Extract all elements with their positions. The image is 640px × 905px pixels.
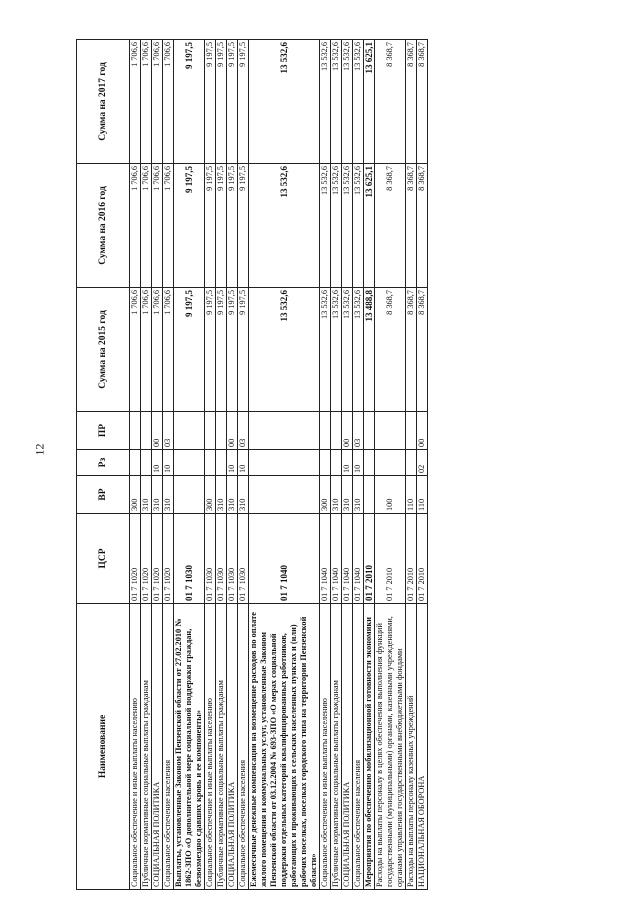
row-sum-2017: 9 197,5 bbox=[205, 40, 216, 164]
row-vr bbox=[174, 476, 205, 514]
row-sum-2016: 13 532,6 bbox=[320, 164, 331, 288]
row-sum-2017: 1 706,6 bbox=[163, 40, 174, 164]
row-rz bbox=[130, 450, 141, 476]
table-body bbox=[130, 40, 428, 890]
row-csr: 01 7 2010 bbox=[375, 514, 406, 604]
row-vr: 110 bbox=[406, 476, 417, 514]
row-csr: 01 7 1030 bbox=[174, 514, 205, 604]
row-vr: 300 bbox=[205, 476, 216, 514]
row-csr: 01 7 1020 bbox=[130, 514, 141, 604]
row-sum-2015: 13 532,6 bbox=[353, 288, 364, 412]
row-vr: 310 bbox=[342, 476, 353, 514]
row-vr: 310 bbox=[152, 476, 163, 514]
table-row bbox=[331, 40, 342, 890]
row-vr bbox=[364, 476, 375, 514]
row-csr: 01 7 1030 bbox=[238, 514, 249, 604]
row-pr: 03 bbox=[163, 412, 174, 450]
row-sum-2017: 9 197,5 bbox=[227, 40, 238, 164]
row-vr: 310 bbox=[141, 476, 152, 514]
row-csr: 01 7 1020 bbox=[141, 514, 152, 604]
row-rz: 10 bbox=[163, 450, 174, 476]
row-sum-2015: 8 368,7 bbox=[375, 288, 406, 412]
row-sum-2016: 13 532,6 bbox=[342, 164, 353, 288]
row-sum-2017: 9 197,5 bbox=[216, 40, 227, 164]
row-name: Выплаты, установленные Законом Пензенской области от 27.02.2010 № 1862-ЗПО «О дополнительной мере социальной поддержки граждан, безвозмездно сдавших кровь и ее компоненты» bbox=[174, 604, 205, 890]
row-vr: 310 bbox=[331, 476, 342, 514]
row-sum-2016: 1 706,6 bbox=[130, 164, 141, 288]
row-rz: 10 bbox=[342, 450, 353, 476]
row-rz bbox=[406, 450, 417, 476]
page-number: 12 bbox=[32, 443, 47, 456]
row-sum-2015: 9 197,5 bbox=[205, 288, 216, 412]
row-pr bbox=[141, 412, 152, 450]
row-sum-2016: 13 532,6 bbox=[331, 164, 342, 288]
row-name: НАЦИОНАЛЬНАЯ ОБОРОНА bbox=[417, 604, 428, 890]
table-row bbox=[174, 40, 205, 890]
col-header-csr: ЦСР bbox=[77, 514, 130, 604]
row-sum-2017: 8 368,7 bbox=[406, 40, 417, 164]
row-name: Социальное обеспечение и иные выплаты населению bbox=[130, 604, 141, 890]
row-sum-2017: 8 368,7 bbox=[375, 40, 406, 164]
row-sum-2017: 1 706,6 bbox=[152, 40, 163, 164]
table-row bbox=[320, 40, 331, 890]
row-sum-2015: 8 368,7 bbox=[417, 288, 428, 412]
table-row bbox=[130, 40, 141, 890]
col-header-pr: ПР bbox=[77, 412, 130, 450]
row-sum-2017: 13 625,1 bbox=[364, 40, 375, 164]
row-name: Социальное обеспечение населения bbox=[163, 604, 174, 890]
table-row bbox=[417, 40, 428, 890]
row-name: Расходы на выплаты персоналу казенных учреждений bbox=[406, 604, 417, 890]
row-sum-2017: 9 197,5 bbox=[174, 40, 205, 164]
row-rz: 10 bbox=[152, 450, 163, 476]
row-vr: 310 bbox=[227, 476, 238, 514]
row-sum-2017: 1 706,6 bbox=[141, 40, 152, 164]
table-row bbox=[205, 40, 216, 890]
row-pr bbox=[249, 412, 320, 450]
row-sum-2016: 9 197,5 bbox=[227, 164, 238, 288]
row-pr: 00 bbox=[227, 412, 238, 450]
row-sum-2015: 1 706,6 bbox=[163, 288, 174, 412]
col-header-vr: ВР bbox=[77, 476, 130, 514]
row-csr: 01 7 1040 bbox=[342, 514, 353, 604]
row-csr: 01 7 2010 bbox=[417, 514, 428, 604]
col-header-2016: Сумма на 2016 год bbox=[77, 164, 130, 288]
row-name: Публичные нормативные социальные выплаты гражданам bbox=[141, 604, 152, 890]
table-row bbox=[238, 40, 249, 890]
row-pr: 03 bbox=[353, 412, 364, 450]
row-pr bbox=[130, 412, 141, 450]
row-name: Социальное обеспечение населения bbox=[238, 604, 249, 890]
row-rz bbox=[320, 450, 331, 476]
row-sum-2017: 13 532,6 bbox=[249, 40, 320, 164]
row-sum-2016: 9 197,5 bbox=[238, 164, 249, 288]
row-name: Социальное обеспечение и иные выплаты населению bbox=[205, 604, 216, 890]
row-sum-2015: 9 197,5 bbox=[227, 288, 238, 412]
table-row bbox=[375, 40, 406, 890]
row-rz bbox=[141, 450, 152, 476]
row-sum-2017: 1 706,6 bbox=[130, 40, 141, 164]
row-csr: 01 7 1040 bbox=[249, 514, 320, 604]
row-csr: 01 7 1030 bbox=[227, 514, 238, 604]
row-sum-2015: 13 532,6 bbox=[342, 288, 353, 412]
col-header-2017: Сумма на 2017 год bbox=[77, 40, 130, 164]
row-sum-2016: 1 706,6 bbox=[141, 164, 152, 288]
row-name: Расходы на выплаты персоналу в целях обеспечения выполнения функций государственными (муниципальными) органами, казенными учреждениями, органами управления государственными внебюджетными фондами bbox=[375, 604, 406, 890]
table-row bbox=[152, 40, 163, 890]
row-rz bbox=[205, 450, 216, 476]
row-sum-2016: 9 197,5 bbox=[216, 164, 227, 288]
row-pr bbox=[375, 412, 406, 450]
row-vr: 310 bbox=[353, 476, 364, 514]
row-rz: 10 bbox=[227, 450, 238, 476]
table-row bbox=[342, 40, 353, 890]
row-vr: 310 bbox=[216, 476, 227, 514]
table-row bbox=[216, 40, 227, 890]
row-pr: 00 bbox=[152, 412, 163, 450]
row-pr bbox=[216, 412, 227, 450]
row-sum-2015: 1 706,6 bbox=[130, 288, 141, 412]
table-row bbox=[364, 40, 375, 890]
row-name: Публичные нормативные социальные выплаты гражданам bbox=[331, 604, 342, 890]
row-sum-2015: 13 488,8 bbox=[364, 288, 375, 412]
table-row bbox=[141, 40, 152, 890]
row-name: СОЦИАЛЬНАЯ ПОЛИТИКА bbox=[342, 604, 353, 890]
row-name: Мероприятия по обеспечению мобилизационной готовности экономики bbox=[364, 604, 375, 890]
row-pr: 00 bbox=[342, 412, 353, 450]
row-sum-2015: 1 706,6 bbox=[141, 288, 152, 412]
row-sum-2017: 13 532,6 bbox=[320, 40, 331, 164]
row-rz bbox=[216, 450, 227, 476]
table-header-row bbox=[77, 40, 130, 890]
table-row bbox=[406, 40, 417, 890]
row-vr: 300 bbox=[320, 476, 331, 514]
row-rz bbox=[364, 450, 375, 476]
row-name: Публичные нормативные социальные выплаты гражданам bbox=[216, 604, 227, 890]
row-csr: 01 7 2010 bbox=[406, 514, 417, 604]
row-vr: 300 bbox=[130, 476, 141, 514]
col-header-rz: Рз bbox=[77, 450, 130, 476]
row-rz: 02 bbox=[417, 450, 428, 476]
row-rz bbox=[249, 450, 320, 476]
row-sum-2017: 9 197,5 bbox=[238, 40, 249, 164]
row-pr bbox=[320, 412, 331, 450]
row-sum-2016: 8 368,7 bbox=[417, 164, 428, 288]
row-csr: 01 7 1040 bbox=[331, 514, 342, 604]
row-sum-2016: 1 706,6 bbox=[152, 164, 163, 288]
row-rz bbox=[331, 450, 342, 476]
row-pr bbox=[174, 412, 205, 450]
row-rz bbox=[174, 450, 205, 476]
row-name: Социальное обеспечение населения bbox=[353, 604, 364, 890]
row-pr bbox=[364, 412, 375, 450]
row-sum-2015: 13 532,6 bbox=[249, 288, 320, 412]
budget-table bbox=[76, 39, 428, 890]
row-rz: 10 bbox=[238, 450, 249, 476]
row-vr bbox=[249, 476, 320, 514]
row-name: СОЦИАЛЬНАЯ ПОЛИТИКА bbox=[152, 604, 163, 890]
row-sum-2016: 1 706,6 bbox=[163, 164, 174, 288]
table-row bbox=[353, 40, 364, 890]
row-vr: 310 bbox=[238, 476, 249, 514]
row-sum-2015: 9 197,5 bbox=[174, 288, 205, 412]
row-csr: 01 7 1020 bbox=[163, 514, 174, 604]
col-header-2015: Сумма на 2015 год bbox=[77, 288, 130, 412]
row-sum-2015: 9 197,5 bbox=[216, 288, 227, 412]
col-header-name: Наименование bbox=[77, 604, 130, 890]
row-vr: 310 bbox=[163, 476, 174, 514]
row-sum-2016: 8 368,7 bbox=[406, 164, 417, 288]
row-sum-2017: 13 532,6 bbox=[342, 40, 353, 164]
table-row bbox=[163, 40, 174, 890]
row-name: Социальное обеспечение и иные выплаты населению bbox=[320, 604, 331, 890]
row-pr bbox=[331, 412, 342, 450]
row-pr: 03 bbox=[238, 412, 249, 450]
row-rz: 10 bbox=[353, 450, 364, 476]
row-sum-2017: 13 532,6 bbox=[331, 40, 342, 164]
row-sum-2015: 1 706,6 bbox=[152, 288, 163, 412]
row-sum-2015: 8 368,7 bbox=[406, 288, 417, 412]
row-pr bbox=[406, 412, 417, 450]
row-pr: 00 bbox=[417, 412, 428, 450]
row-name: СОЦИАЛЬНАЯ ПОЛИТИКА bbox=[227, 604, 238, 890]
row-name: Ежемесячные денежные компенсации на возмещение расходов по оплате жилого помещения и коммунальных услуг, установленные Законом Пензенской области от 03.12.2004 № 693-ЗПО «О мерах социальной поддержки отдельных категорий квалифицированных работников, работающих и проживающих в сельских населенных пунктах и (или) рабочих поселках, поселках городского типа на территории Пензенской области» bbox=[249, 604, 320, 890]
row-rz bbox=[375, 450, 406, 476]
row-sum-2015: 13 532,6 bbox=[331, 288, 342, 412]
row-csr: 01 7 1020 bbox=[152, 514, 163, 604]
row-vr: 100 bbox=[375, 476, 406, 514]
row-sum-2016: 9 197,5 bbox=[205, 164, 216, 288]
row-sum-2015: 13 532,6 bbox=[320, 288, 331, 412]
row-csr: 01 7 1030 bbox=[205, 514, 216, 604]
row-sum-2016: 13 625,1 bbox=[364, 164, 375, 288]
row-sum-2017: 13 532,6 bbox=[353, 40, 364, 164]
row-sum-2015: 9 197,5 bbox=[238, 288, 249, 412]
row-csr: 01 7 1030 bbox=[216, 514, 227, 604]
row-csr: 01 7 1040 bbox=[353, 514, 364, 604]
table-row bbox=[249, 40, 320, 890]
row-sum-2016: 13 532,6 bbox=[249, 164, 320, 288]
row-pr bbox=[205, 412, 216, 450]
row-vr: 110 bbox=[417, 476, 428, 514]
rotated-table-container bbox=[76, 40, 586, 890]
row-csr: 01 7 1040 bbox=[320, 514, 331, 604]
row-sum-2017: 8 368,7 bbox=[417, 40, 428, 164]
row-sum-2016: 9 197,5 bbox=[174, 164, 205, 288]
row-sum-2016: 8 368,7 bbox=[375, 164, 406, 288]
row-sum-2016: 13 532,6 bbox=[353, 164, 364, 288]
table-row bbox=[227, 40, 238, 890]
row-csr: 01 7 2010 bbox=[364, 514, 375, 604]
